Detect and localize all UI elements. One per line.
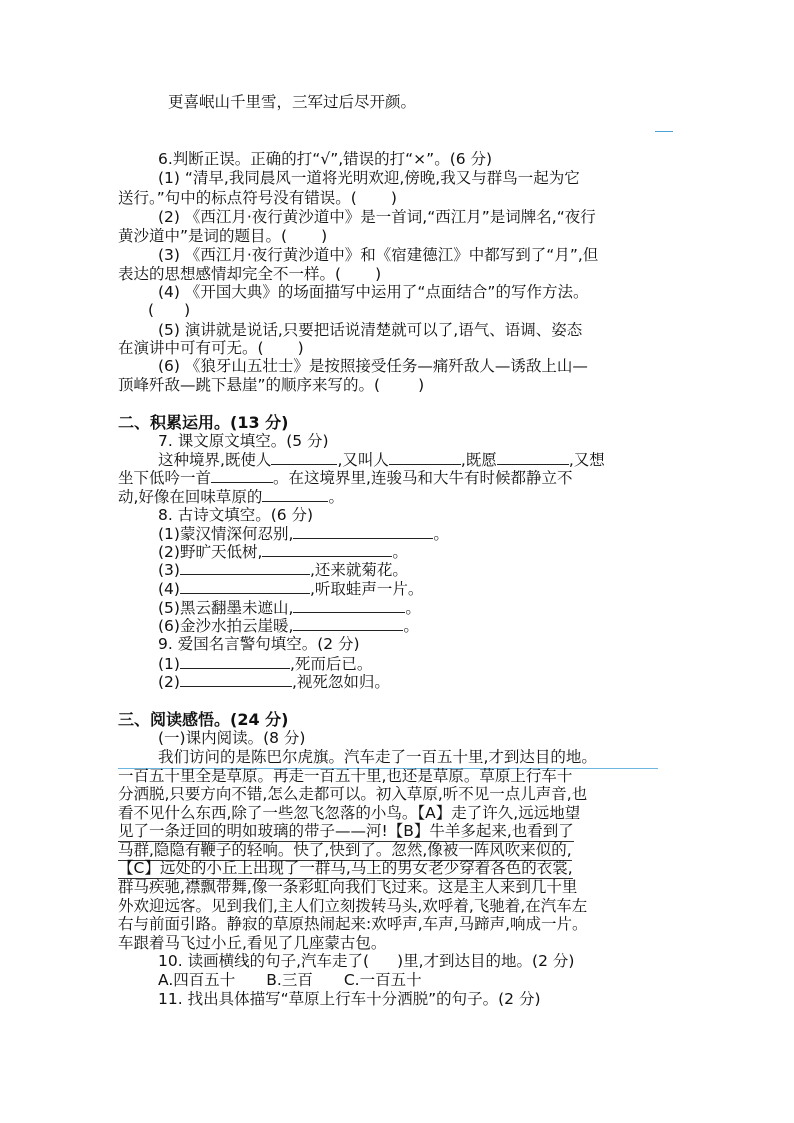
q8-item-3: (3) ,还来就菊花。 — [158, 561, 408, 579]
passage-line: 群马疾驰,襟飘带舞,像一条彩虹向我们飞过来。这是主人来到几十里 — [118, 878, 578, 896]
blank[interactable] — [180, 671, 292, 687]
passage-line: 我们访问的是陈巴尔虎旗。汽车走了一百五十里,才到达目的地。 — [158, 748, 597, 766]
section-2-title: 二、积累运用。(13 分) — [118, 413, 289, 432]
passage-line: 右与前面引路。静寂的草原热闹起来:欢呼声,车声,马蹄声,响成一片。 — [118, 915, 588, 933]
blank[interactable] — [271, 449, 337, 465]
q8-item-6: (6)金沙水拍云崖暖, 。 — [158, 617, 419, 635]
q6-item-2: (2) 《西江月·夜行黄沙道中》是一首词,“西江月”是词牌名,“夜行 — [158, 208, 596, 226]
q11-text: 11. 找出具体描写“草原上行车十分洒脱”的句子。(2 分) — [158, 990, 541, 1008]
q6-item-6-cont: 顶峰歼敌—跳下悬崖”的顺序来写的。( ) — [118, 376, 425, 394]
q6-item-4-cont: ( ) — [148, 301, 191, 319]
q8-item-1: (1)蒙汉情深何忍别, 。 — [158, 525, 449, 543]
blank[interactable] — [262, 486, 328, 502]
q8-item-2: (2)野旷天低树, 。 — [158, 543, 408, 561]
q8-item-5: (5)黑云翻墨未遮山, 。 — [158, 599, 421, 617]
blank[interactable] — [262, 541, 392, 557]
blank[interactable] — [293, 615, 403, 631]
passage-line-underlined: 【C】远处的小丘上出现了一群马,马上的男女老少穿着各色的衣裳, — [118, 859, 573, 877]
q6-title: 6.判断正误。正确的打“√”,错误的打“×”。(6 分) — [158, 150, 493, 168]
q6-item-2-cont: 黄沙道中”是词的题目。( ) — [118, 227, 328, 245]
q6-item-3-cont: 表达的思想感情却完全不一样。( ) — [118, 265, 382, 283]
q9-item-2: (2) ,视死忽如归。 — [158, 673, 390, 691]
q9-item-1: (1) ,死而后已。 — [158, 655, 373, 673]
reading-subtitle: (一)课内阅读。(8 分) — [158, 729, 306, 747]
passage-line: 看不见什么东西,除了一些忽飞忽落的小鸟。【A】走了许久,远远地望 — [118, 804, 581, 822]
blank[interactable] — [293, 523, 433, 539]
q6-item-3: (3) 《西江月·夜行黄沙道中》和《宿建德江》中都写到了“月”,但 — [158, 246, 599, 264]
q6-item-6: (6) 《狼牙山五壮士》是按照接受任务—痛歼敌人—诱敌上山— — [158, 357, 588, 375]
q6-item-5: (5) 演讲就是说话,只要把话说清楚就可以了,语气、语调、姿态 — [158, 321, 583, 339]
q8-title: 8. 古诗文填空。(6 分) — [158, 506, 314, 524]
passage-line: 一百五十里全是草原。再走一百五十里,也还是草原。草原上行车十 — [118, 767, 573, 785]
passage-line-underlined: 见了一条迂回的明如玻璃的带子——河!【B】牛羊多起来,也看到了 — [118, 822, 574, 840]
q7-line-1: 这种境界,既使人 ,又叫人 ,既愿 ,又想 — [158, 451, 605, 469]
blank[interactable] — [497, 449, 569, 465]
q7-line-2: 坐下低吟一首 。在这境界里,连骏马和大牛有时候都静立不 — [118, 469, 573, 487]
q6-item-1-cont: 送行。”句中的标点符号没有错误。( ) — [118, 189, 397, 207]
blank[interactable] — [211, 467, 273, 483]
section-3-title: 三、阅读感悟。(24 分) — [118, 710, 289, 729]
q6-item-4: (4) 《开国大典》的场面描写中运用了“点面结合”的写作方法。 — [158, 283, 589, 301]
q7-line-3: 动,好像在回味草原的 。 — [118, 488, 344, 506]
q7-title: 7. 课文原文填空。(5 分) — [158, 432, 329, 450]
q8-item-4: (4) ,听取蛙声一片。 — [158, 580, 424, 598]
poem-line: 更喜岷山千里雪，三军过后尽开颜。 — [168, 93, 417, 111]
blank[interactable] — [180, 578, 310, 594]
passage-line: 外欢迎远客。见到我们,主人们立刻拨转马头,欢呼着,飞驰着,在汽车左 — [118, 897, 588, 915]
passage-line: 车跟着马飞过小丘,看见了几座蒙古包。 — [118, 934, 387, 952]
margin-mark — [655, 131, 673, 132]
q10-text: 10. 读画横线的句子,汽车走了( )里,才到达目的地。(2 分) — [158, 952, 575, 970]
blank[interactable] — [389, 449, 461, 465]
passage-line-underlined: 马群,隐隐有鞭子的轻响。快了,快到了。忽然,像被一阵风吹来似的, — [118, 841, 572, 859]
q6-item-1: (1) “清早,我同晨风一道将光明欢迎,傍晚,我又与群鸟一起为它 — [158, 169, 580, 187]
q6-item-5-cont: 在演讲中可有可无。( ) — [118, 339, 304, 357]
blank[interactable] — [180, 653, 290, 669]
passage-line: 分洒脱,只要方向不错,怎么走都可以。初入草原,听不见一点儿声音,也 — [118, 785, 588, 803]
q10-options: A.四百五十 B.三百 C.一百五十 — [158, 971, 422, 989]
q9-title: 9. 爱国名言警句填空。(2 分) — [158, 635, 360, 653]
blank[interactable] — [293, 597, 405, 613]
blank[interactable] — [180, 559, 310, 575]
